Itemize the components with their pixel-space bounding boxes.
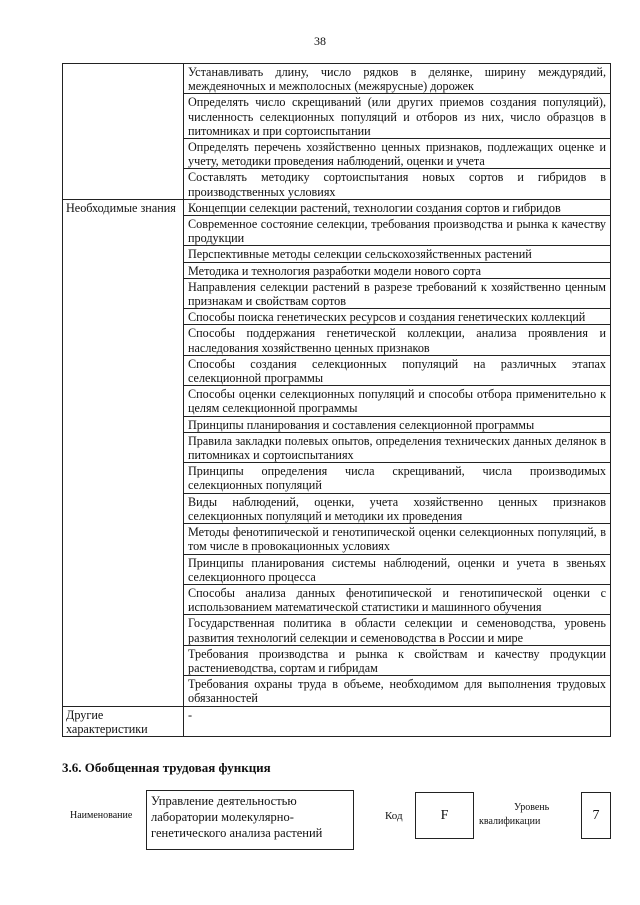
generalized-labor-function <box>62 790 611 850</box>
level-label-line2: квалификации <box>479 816 541 827</box>
table-row <box>63 64 611 94</box>
row-value: Устанавливать длину, число рядков в делянке, ширину междурядий, междеяночных и межполосных (межярусные) дорожек <box>184 64 611 94</box>
row-value: Перспективные методы селекции сельскохозяйственных растений <box>184 246 611 262</box>
row-value: Определять перечень хозяйственно ценных признаков, подлежащих оценке и учету, методики проведения наблюдений, оценки и учета <box>184 139 611 169</box>
row-value: Способы анализа данных фенотипической и генотипической оценки с использованием математической статистики и машинного обучения <box>184 584 611 614</box>
table-body <box>63 64 611 737</box>
row-value: Определять число скрещиваний (или других приемов создания популяций), численность селекционных популяций и отборов из них, число образцов в питомниках и при сортоиспытании <box>184 94 611 139</box>
row-value: Правила закладки полевых опытов, определения технических данных делянок в питомниках и сортоиспытаниях <box>184 432 611 462</box>
row-value: Виды наблюдений, оценки, учета хозяйственно ценных признаков селекционных популяций и методики их проведения <box>184 493 611 523</box>
table-row <box>63 199 611 215</box>
row-value: - <box>184 706 611 736</box>
row-value: Способы поиска генетических ресурсов и создания генетических коллекций <box>184 309 611 325</box>
table-row <box>63 706 611 736</box>
row-value: Методика и технология разработки модели нового сорта <box>184 262 611 278</box>
row-label <box>63 64 184 200</box>
row-value: Современное состояние селекции, требования производства и рынка к качеству продукции <box>184 216 611 246</box>
level-label-line1: Уровень <box>514 802 550 813</box>
code-value: F <box>415 792 474 839</box>
row-value: Принципы планирования системы наблюдений, оценки и учета в звеньях селекционного процесса <box>184 554 611 584</box>
row-value: Способы оценки селекционных популяций и способы отбора применительно к целям селекционной программы <box>184 386 611 416</box>
skills-knowledge-table <box>62 63 611 737</box>
row-value: Требования охраны труда в объеме, необходимом для выполнения трудовых обязанностей <box>184 676 611 706</box>
row-label: Необходимые знания <box>63 199 184 706</box>
code-label: Код <box>385 810 403 822</box>
row-value: Методы фенотипической и генотипической оценки селекционных популяций, в том числе в провокационных условиях <box>184 524 611 554</box>
row-value: Способы создания селекционных популяций на различных этапах селекционной программы <box>184 355 611 385</box>
name-label: Наименование <box>70 810 133 821</box>
row-value: Составлять методику сортоиспытания новых сортов и гибридов в производственных условиях <box>184 169 611 199</box>
row-value: Государственная политика в области селекции и семеноводства, уровень развития технологий селекции и семеноводства в России и мире <box>184 615 611 645</box>
name-value: Управление деятельностью лаборатории молекулярно-генетического анализа растений <box>146 790 354 850</box>
row-value: Требования производства и рынка к свойствам и качеству продукции растениеводства, сортам и гибридам <box>184 645 611 675</box>
row-value: Направления селекции растений в разрезе требований к хозяйственно ценным признакам и свойствам сортов <box>184 278 611 308</box>
row-value: Концепции селекции растений, технологии создания сортов и гибридов <box>184 199 611 215</box>
level-value: 7 <box>581 792 611 839</box>
row-label: Другие характеристики <box>63 706 184 736</box>
row-value: Способы поддержания генетической коллекции, анализа проявления и наследования хозяйственно ценных признаков <box>184 325 611 355</box>
row-value: Принципы планирования и составления селекционной программы <box>184 416 611 432</box>
row-value: Принципы определения числа скрещиваний, числа производимых селекционных популяций <box>184 463 611 493</box>
page-number: 38 <box>314 34 326 48</box>
section-heading: 3.6. Обобщенная трудовая функция <box>62 760 271 775</box>
